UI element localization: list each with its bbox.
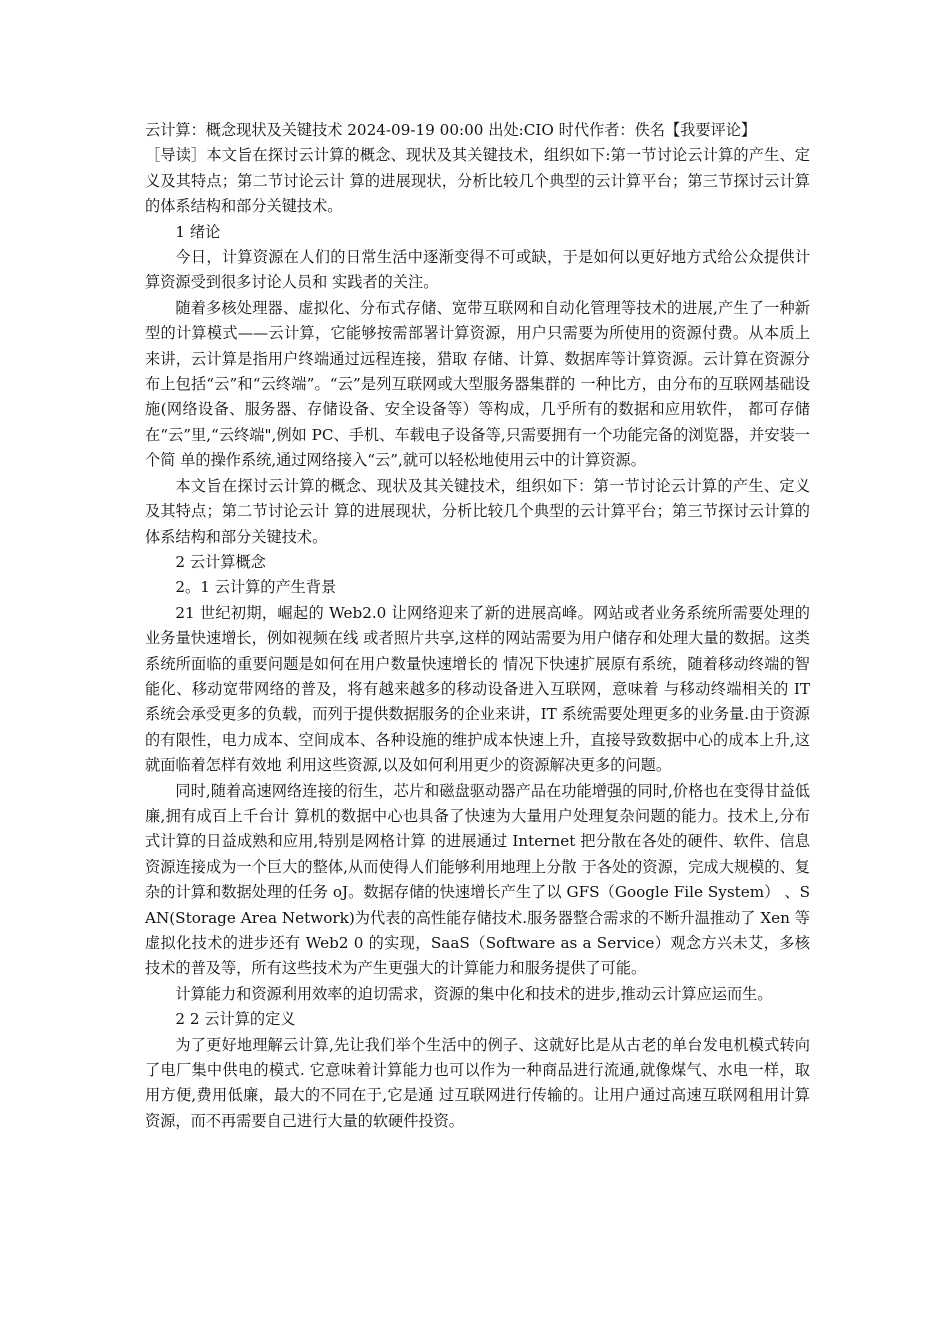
paragraph: 今日，计算资源在人们的日常生活中逐渐变得不可或缺，于是如何以更好地方式给公众提供计算资源受到很多讨论人员和 实践者的关注。 xyxy=(145,248,810,292)
intro-paragraph: ［导读］本文旨在探讨云计算的概念、现状及其关键技术，组织如下:第一节讨论云计算的产生、定义及其特点；第二节讨论云计 算的进展现状，分析比较几个典型的云计算平台；第三节探讨云计算的体系结构和部分关键技术。 xyxy=(145,146,810,216)
paragraph: 随着多核处理器、虚拟化、分布式存储、宽带互联网和自动化管理等技术的进展,产生了一种新型的计算模式——云计算，它能够按需部署计算资源，用户只需要为所使用的资源付费。从本质上来讲，云计算是指用户终端通过远程连接，猎取 存储、计算、数据库等计算资源。云计算在资源分布上包括“云”和“云终端”。“云”是列互联网或大型服务器集群的 一种比方，由分布的互联网基础设施(网络设备、服务器、存储设备、安全设备等）等构成，几乎所有的数据和应用软件， 都可存储在“云”里,“云终端",例如 PC、手机、车载电子设备等,只需要拥有一个功能完备的浏览器，并安装一个简 单的操作系统,通过网络接入“云”,就可以轻松地使用云中的计算资源。 xyxy=(145,298,810,470)
paragraph: 计算能力和资源利用效率的迫切需求，资源的集中化和技术的进步,推动云计算应运而生。 xyxy=(175,984,773,1003)
document-header: 云计算：概念现状及关键技术 2024-09-19 00:00 出处:CIO 时代作者：佚名【我要评论】 xyxy=(145,121,757,139)
paragraph: 本文旨在探讨云计算的概念、现状及其关键技术，组织如下：第一节讨论云计算的产生、定义及其特点；第二节讨论云计 算的进展现状，分析比较几个典型的云计算平台；第三节探讨云计算的体系结构和部分关键技术。 xyxy=(145,476,810,546)
section-heading: 1 绪论 xyxy=(175,222,221,241)
subsection-heading: 2 2 云计算的定义 xyxy=(175,1010,296,1029)
paragraph: 21 世纪初期，崛起的 Web2.0 让网络迎来了新的进展高峰。网站或者业务系统所需要处理的业务量快速增长，例如视频在线 或者照片共享,这样的网站需要为用户储存和处理大量的数据。这类系统所面临的重要问题是如何在用户数量快速增长的 情况下快速扩展原有系统，随着移动终端的智能化、移动宽带网络的普及，将有越来越多的移动设备进入互联网，意味着 与移动终端相关的 IT 系统会承受更多的负载，而列于提供数据服务的企业来讲，IT 系统需要处理更多的业务量.由于资源 的有限性，电力成本、空间成本、各种设施的维护成本快速上升，直接导致数据中心的成本上升,这就面临着怎样有效地 利用这些资源,以及如何利用更少的资源解决更多的问题。 xyxy=(145,603,810,775)
document-page xyxy=(145,118,810,1134)
paragraph: 同时,随着高速网络连接的衍生，芯片和磁盘驱动器产品在功能增强的同时,价格也在变得甘益低廉,拥有成百上千台计 算机的数据中心也具备了快速为大量用户处理复杂问题的能力。技术上,分布式计算的日益成熟和应用,特别是网格计算 的进展通过 Internet 把分散在各处的硬件、软件、信息资源连接成为一个巨大的整体,从而使得人们能够利用地理上分散 于各处的资源，完成大规模的、复杂的计算和数据处理的任务 oJ。数据存储的快速增长产生了以 GFS（Google File System） 、SAN(Storage Area Network)为代表的高性能存储技术.服务器整合需求的不断升温推动了 Xen 等虚拟化技术的进步还有 Web2 0 的实现，SaaS（Software as a Service）观念方兴未艾，多核技术的普及等，所有这些技术为产生更强大的计算能力和服务提供了可能。 xyxy=(145,781,810,978)
section-heading: 2 云计算概念 xyxy=(175,552,266,571)
subsection-heading: 2。1 云计算的产生背景 xyxy=(175,578,337,597)
paragraph: 为了更好地理解云计算,先让我们举个生活中的例子、这就好比是从古老的单台发电机模式转向了电厂集中供电的模式. 它意味着计算能力也可以作为一种商品进行流通,就像煤气、水电一样，取用方便,费用低廉，最大的不同在于,它是通 过互联网进行传输的。让用户通过高速互联网租用计算资源，而不再需要自己进行大量的软硬件投资。 xyxy=(145,1035,810,1130)
